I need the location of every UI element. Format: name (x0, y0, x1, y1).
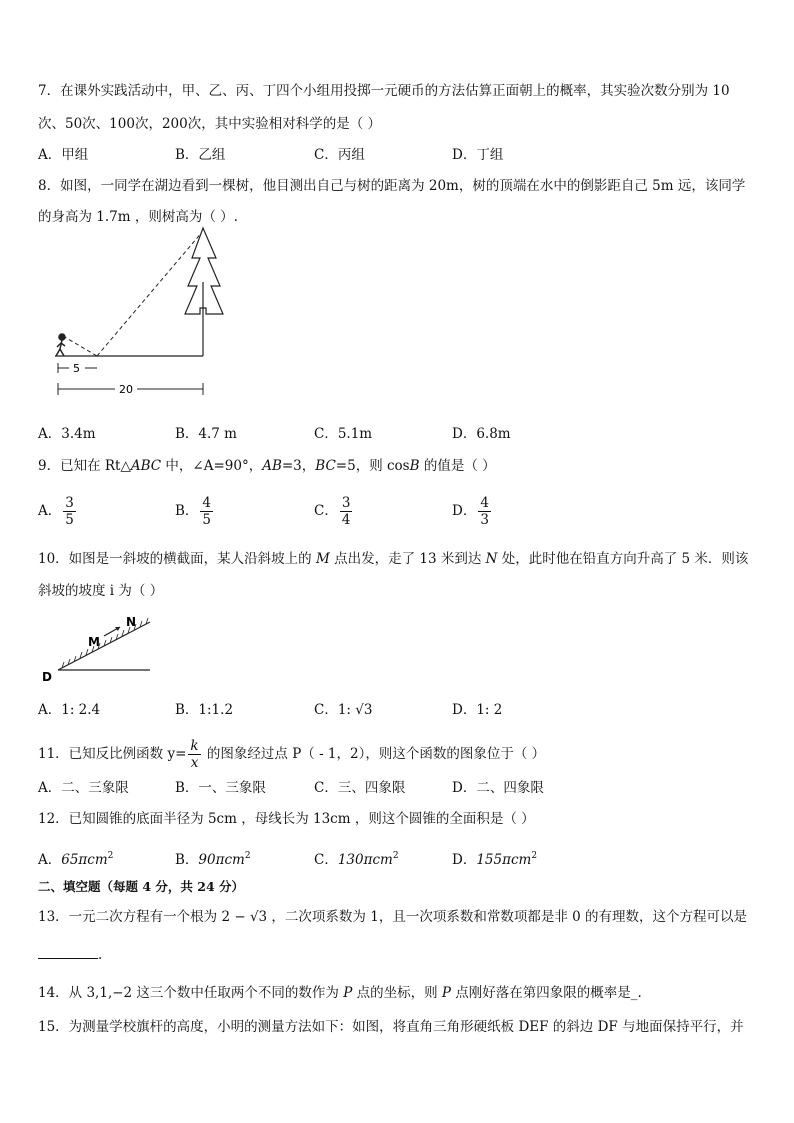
q8-option-b: B．4.7 m (175, 426, 237, 442)
q9-option-b: B． $\frac{4}{5}$ (175, 495, 212, 528)
q9-question: 9．已知在 Rt△ABC 中，∠A=90°，AB=3，BC=5，则 cosB 的值是（ ） (38, 458, 496, 474)
q10-option-c: C．1: √3 (314, 702, 373, 718)
q10-option-d: D．1: 2 (452, 702, 503, 718)
q10-option-b: B．1:1.2 (175, 702, 234, 718)
q11-option-b: B．一、三象限 (175, 780, 266, 796)
q8-tree-figure (45, 220, 245, 405)
q12-option-a: A．65πcm$^2$ (38, 851, 114, 868)
q8-option-d: D．6.8m (452, 426, 511, 442)
q10-line2: 斜坡的坡度 i 为（ ） (38, 583, 164, 599)
q8-label-5: 5 (73, 362, 80, 375)
q13-line1: 13．一元二次方程有一个根为 2 − √3 ，二次项系数为 1，且一次项系数和常数项都是非 0 的有理数，这个方程可以是 (38, 909, 747, 925)
q8-line2: 的身高为 1.7m ，则树高为（ ）. (38, 209, 238, 225)
q7-line2: 次、50次、100次，200次，其中实验相对科学的是（ ） (38, 116, 382, 132)
q9-option-a: A． $\frac{3}{5}$ (38, 495, 74, 528)
q9-option-c: C． $\frac{3}{4}$ (314, 495, 351, 528)
q11-option-d: D．二、四象限 (452, 780, 544, 796)
q14-question: 14．从 3,1,−2 这三个数中任取两个不同的数作为 P 点的坐标，则 P 点刚好落在第四象限的概率是_. (38, 985, 642, 1001)
q8-option-a: A．3.4m (38, 426, 96, 442)
tree-icon (185, 228, 223, 314)
q10-label-n: N (126, 615, 137, 629)
q12-option-d: D．155πcm$^2$ (452, 851, 538, 868)
q8-label-20: 20 (119, 383, 133, 396)
q8-option-c: C．5.1m (314, 426, 373, 442)
q7-line1: 7．在课外实践活动中，甲、乙、丙、丁四个小组用投掷一元硬币的方法估算正面朝上的概率，其实验次数分别为 10 (38, 83, 730, 99)
q10-slope-figure (40, 610, 170, 685)
person-icon (56, 334, 65, 356)
q11-option-c: C．三、四象限 (314, 780, 406, 796)
q13-line2: . (38, 945, 758, 965)
q7-option-a: A．甲组 (38, 147, 89, 163)
q12-option-b: B．90πcm$^2$ (175, 851, 251, 868)
q9-option-d: D． $\frac{4}{3}$ (452, 495, 489, 528)
q10-label-d: D (42, 670, 52, 684)
q10-line1: 10．如图是一斜坡的横截面，某人沿斜坡上的 M 点出发，走了 13 米到达 N 处，此时他在铅直方向升高了 5 米．则该 (38, 551, 749, 567)
q10-label-m: M (88, 635, 100, 649)
section2-title: 二、填空题（每题 4 分，共 24 分） (38, 879, 245, 894)
q11-option-a: A．二、三象限 (38, 780, 129, 796)
q15-line1: 15．为测量学校旗杆的高度，小明的测量方法如下：如图，将直角三角形硬纸板 DEF 的斜边 DF 与地面保持平行，并 (38, 1019, 744, 1035)
q11-question: 11．已知反比例函数 y= $\frac{k}{x}$ 的图象经过点 P（ - 1，2），则这个函数的图象位于（ ） (38, 738, 546, 771)
q7-option-d: D．丁组 (452, 147, 504, 163)
q12-option-c: C．130πcm$^2$ (314, 851, 399, 868)
q7-option-c: C．丙组 (314, 147, 365, 163)
reflection-tree-top-line (97, 231, 203, 356)
q10-option-a: A．1: 2.4 (38, 702, 101, 718)
q8-line1: 8．如图，一同学在湖边看到一棵树，他目测出自己与树的距离为 20m，树的顶端在水中的倒影距自己 5m 远，该同学 (38, 178, 746, 194)
q13-answer-blank (38, 958, 98, 959)
q7-option-b: B．乙组 (175, 147, 226, 163)
eye-reflection-line (63, 336, 97, 356)
q12-question: 12．已知圆锥的底面半径为 5cm ，母线长为 13cm ，则这个圆锥的全面积是（ ） (38, 811, 535, 827)
